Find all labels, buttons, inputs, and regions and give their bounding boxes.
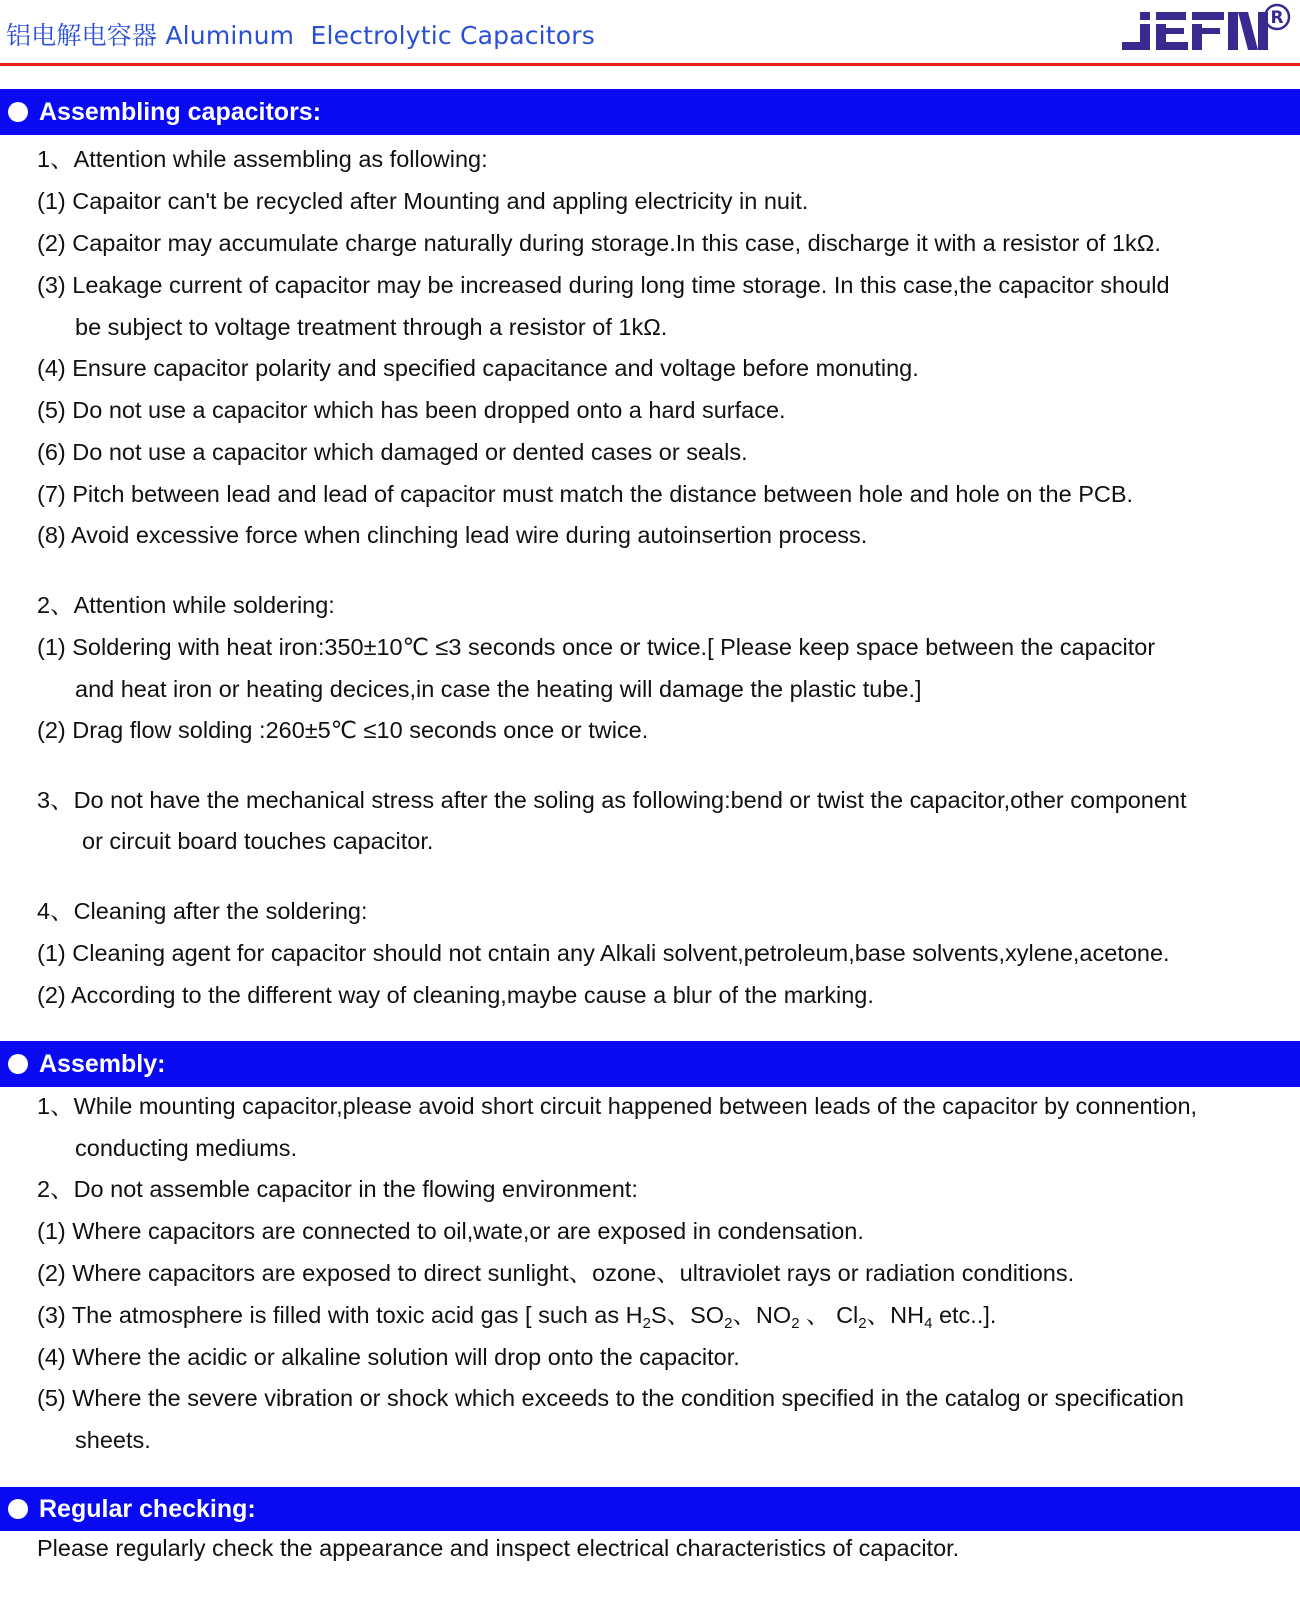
text-line: (6) Do not use a capacitor which damaged or dented cases or seals. <box>37 439 748 465</box>
text-line: (2) According to the different way of cleaning,maybe cause a blur of the marking. <box>37 982 874 1008</box>
text-line: (8) Avoid excessive force when clinching lead wire during autoinsertion process. <box>37 522 868 548</box>
section-header-assembling <box>0 89 1300 135</box>
text-line: (1) Cleaning agent for capacitor should not cntain any Alkali solvent,petroleum,base solvents,xylene,acetone. <box>37 940 1170 966</box>
text-line: (4) Where the acidic or alkaline solution will drop onto the capacitor. <box>37 1344 740 1370</box>
text-line: (7) Pitch between lead and lead of capacitor must match the distance between hole and hole on the PCB. <box>37 481 1134 507</box>
header-title: 铝电解电容器 Aluminum Electrolytic Capacitors <box>6 21 596 50</box>
text-line: 2、Attention while soldering: <box>37 592 335 618</box>
text-line: Please regularly check the appearance and inspect electrical characteristics of capacitor. <box>37 1535 960 1561</box>
page-header <box>0 0 1300 68</box>
section-title: Assembly: <box>39 1050 166 1078</box>
text-line: and heat iron or heating decices,in case the heating will damage the plastic tube.] <box>75 676 922 702</box>
section-header-assembly <box>0 1041 1300 1087</box>
text-line: be subject to voltage treatment through a resistor of 1kΩ. <box>75 314 668 340</box>
bullet-icon <box>8 1499 28 1519</box>
text-line: (1) Where capacitors are connected to oil,wate,or are exposed in condensation. <box>37 1218 864 1244</box>
text-line: 3、Do not have the mechanical stress after the soling as following:bend or twist the capacitor,other component <box>37 787 1187 813</box>
header-divider <box>0 63 1300 66</box>
text-line: (2) Capaitor may accumulate charge naturally during storage.In this case, discharge it with a resistor of 1kΩ. <box>37 230 1161 256</box>
text-line: 1、Attention while assembling as following: <box>37 146 488 172</box>
text-line: (5) Where the severe vibration or shock which exceeds to the condition specified in the catalog or specification <box>37 1385 1184 1411</box>
text-line: (1) Soldering with heat iron:350±10℃ ≤3 seconds once or twice.[ Please keep space between the capacitor <box>37 634 1156 660</box>
svg-text:R: R <box>1270 8 1284 28</box>
bullet-icon <box>8 102 28 122</box>
text-line: (4) Ensure capacitor polarity and specified capacitance and voltage before monuting. <box>37 355 919 381</box>
jefn-logo <box>1122 6 1272 56</box>
text-line: 1、While mounting capacitor,please avoid short circuit happened between leads of the capacitor by connention, <box>37 1093 1198 1119</box>
text-line: 2、Do not assemble capacitor in the flowing environment: <box>37 1176 638 1202</box>
text-line: (5) Do not use a capacitor which has been dropped onto a hard surface. <box>37 397 786 423</box>
text-line: (3) Leakage current of capacitor may be increased during long time storage. In this case,the capacitor should <box>37 272 1170 298</box>
text-line: (2) Where capacitors are exposed to direct sunlight、ozone、ultraviolet rays or radiation conditions. <box>37 1260 1075 1286</box>
section-header-checking <box>0 1487 1300 1531</box>
section-title: Regular checking: <box>39 1495 256 1523</box>
bullet-icon <box>8 1054 28 1074</box>
text-line: (2) Drag flow solding :260±5℃ ≤10 seconds once or twice. <box>37 717 649 743</box>
registered-mark-icon <box>1262 2 1292 32</box>
text-line: conducting mediums. <box>75 1135 298 1161</box>
text-line-gases: (3) The atmosphere is filled with toxic acid gas [ such as $H_2S$、$SO_2$、$NO_2$ 、 $Cl_2$、$NH_4$ etc..]. <box>37 1302 997 1332</box>
text-line: (1) Capaitor can't be recycled after Mounting and appling electricity in nuit. <box>37 188 809 214</box>
text-line: 4、Cleaning after the soldering: <box>37 898 368 924</box>
text-line: sheets. <box>75 1427 151 1453</box>
section-title: Assembling capacitors: <box>39 98 322 126</box>
text-line: or circuit board touches capacitor. <box>82 828 434 854</box>
